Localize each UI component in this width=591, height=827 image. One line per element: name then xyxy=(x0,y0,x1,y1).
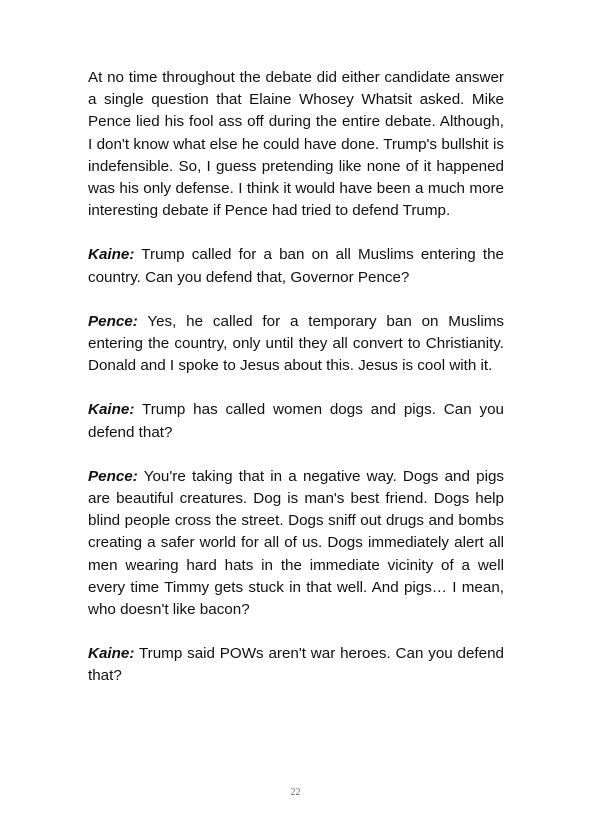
exchange-text: Trump called for a ban on all Muslims entering the country. Can you defend that, Governor Pence? xyxy=(88,246,504,286)
intro-paragraph: At no time throughout the debate did either candidate answer a single question that Elaine Whosey Whatsit asked. Mike Pence lied his fool ass off during the entire debate. Although, I don't know what else he could have done. Trump's bullshit is indefensible. So, I guess pretending like none of it happened was his only defense. I think it would have been a much more interesting debate if Pence had tried to defend Trump. xyxy=(88,69,504,220)
speaker-label: Kaine: xyxy=(88,645,135,663)
speaker-label: Pence: xyxy=(88,467,138,485)
exchange-paragraph xyxy=(88,244,504,288)
exchange-text: Yes, he called for a temporary ban on Muslims entering the country, only until they all convert to Christianity. Donald and I spoke to Jesus about this. Jesus is cool with it. xyxy=(88,312,504,375)
exchange-text: Trump said POWs aren't war heroes. Can you defend that? xyxy=(88,645,504,685)
speaker-label: Kaine: xyxy=(88,401,135,419)
speaker-label: Pence: xyxy=(88,312,138,330)
exchange-paragraph xyxy=(88,311,504,378)
page-number: 22 xyxy=(290,787,301,798)
exchange-paragraph xyxy=(88,466,504,621)
speaker-label: Kaine: xyxy=(88,246,135,264)
page-body xyxy=(88,67,504,710)
exchange-text: Trump has called women dogs and pigs. Can you defend that? xyxy=(88,401,504,441)
exchange-paragraph xyxy=(88,643,504,687)
exchange-paragraph xyxy=(88,399,504,443)
exchange-text: You're taking that in a negative way. Dogs and pigs are beautiful creatures. Dog is man's best friend. Dogs help blind people cross the street. Dogs sniff out drugs and bombs creating a safer world for all of us. Dogs immediately alert all men wearing hard hats in the immediate vicinity of a well every time Timmy gets stuck in that well. And pigs… I mean, who doesn't like bacon? xyxy=(88,467,504,619)
